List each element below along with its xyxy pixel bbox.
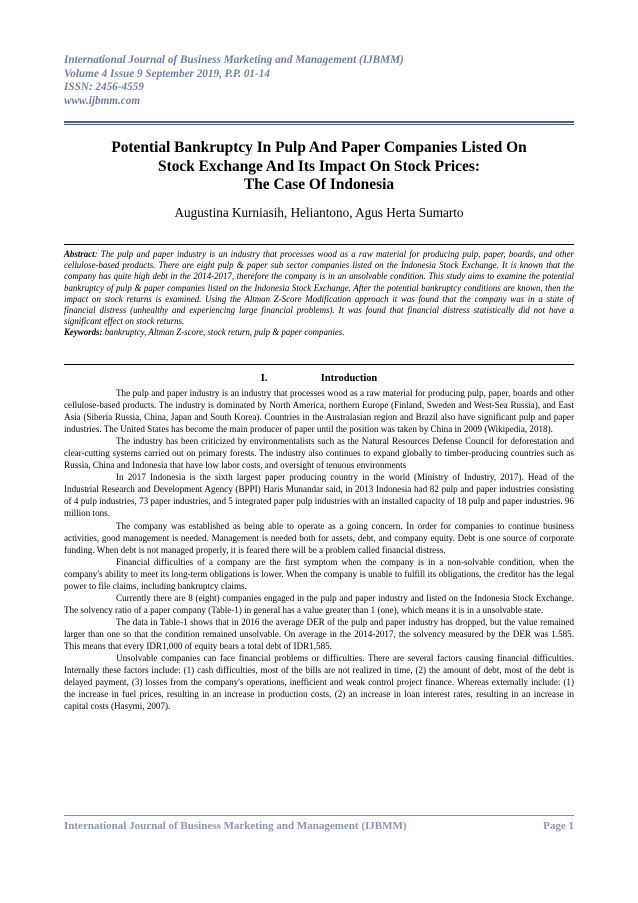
body-text — [64, 387, 574, 712]
paragraph: Unsolvable companies can face financial problems or difficulties. There are several factors causing financial difficulties. Internally these factors include: (1) cash difficulties, most of the bills are not realized in time, (2) the amount of debt, most of the debt is delayed payment, (3) losses from the company's operations, inefficient and weak control project finance. Whereas externally include: (1) the increase in fuel prices, resulting in an increase in production costs, (2) an increase in loan interest rates, resulting in an increase in capital costs (Hasymi, 2007). — [64, 653, 574, 712]
title-line-3: The Case Of Indonesia — [243, 176, 395, 193]
paragraph: The pulp and paper industry is an industry that processes wood as a raw material for producing pulp, paper, boards and other cellulose-based products. The industry is dominated by North America, northern Europe (Finland, Sweden and West-Sea Russia), and East Asia (Siberia Russia, China, Japan and South Korea). Countries in the Australasian region and Brazil also have significant pulp and paper industries. The United States has become the main producer of paper until the position was taken by China in 2009 (Wikipedia, 2018). — [64, 388, 574, 435]
section-heading — [64, 373, 574, 384]
paragraph: Financial difficulties of a company are the first symptom when the company is in a non-solvable condition, when the company's ability to meet its long-term obligations is lower. When the company is unable to fulfill its obligations, the creditor has the legal power to file claims, including bankruptcy claims. — [64, 556, 574, 591]
section-number: I. — [260, 373, 268, 384]
abstract — [64, 249, 574, 339]
abstract-text: : The pulp and paper industry is an industry that processes wood as a raw material for producing pulp, paper, boards, and other cellulose-based products. There are eight pulp & paper sub sector companies listed on the Indonesia Stock Exchange. It is known that the company has quite high debt in the 2014-2017, therefore the company is in an unsolvable condition. This study aims to examine the potential bankruptcy of pulp & paper companies listed on the Indonesia Stock Exchange. After the potential bankruptcy conditions are known, then the impact on stock returns is examined. Using the Altman Z-Score Modification approach it was found that the company was in a state of financial distress (unhealthy and experiencing large financial problems). It was found that financial distress statistically did not have a significant effect on stock returns. — [64, 249, 574, 327]
journal-issn: ISSN: 2456-4559 — [64, 81, 144, 94]
paragraph: The data in Table-1 shows that in 2016 the average DER of the pulp and paper industry has dropped, but the value remained larger than one so that the condition remained unsolvable. On average in the 2014-2017, the solvency measured by the DER was 1.585. This means that every IDR1,000 of equity bears a total debt of IDR1,585. — [64, 616, 574, 651]
abstract-rule-bottom — [64, 364, 574, 365]
abstract-rule-top — [64, 244, 574, 245]
header-rule — [64, 121, 574, 123]
journal-name: International Journal of Business Marketing and Management (IJBMM) — [64, 54, 404, 66]
footer-rule — [64, 815, 574, 816]
paragraph: Currently there are 8 (eight) companies engaged in the pulp and paper industry and listed on the Indonesia Stock Exchange. The solvency ratio of a paper company (Table-1) in general has a value greater than 1 (one), which means it is in a unsolvable state. — [64, 592, 574, 615]
footer-journal: International Journal of Business Marketing and Management (IJBMM) — [64, 820, 407, 832]
keywords-text: bankruptcy, Altman Z-score, stock return, pulp & paper companies. — [102, 327, 345, 338]
section-title: Introduction — [320, 373, 378, 384]
authors: Augustina Kurniasih, Heliantono, Agus Herta Sumarto — [174, 205, 464, 220]
keywords-label: Keywords: — [64, 327, 103, 338]
header-rule-thin — [64, 124, 574, 125]
paper-title — [64, 139, 574, 195]
journal-volume: Volume 4 Issue 9 September 2019, P.P. 01-14 — [64, 67, 270, 80]
page-number: Page 1 — [543, 820, 574, 832]
paragraph: The industry has been criticized by environmentalists such as the Natural Resources Defense Council for deforestation and clear-cutting systems carried out on primary forests. The industry also continues to expand globally to timber-producing countries such as Russia, China and Indonesia that have low labor costs, and oversight of tenuous environments — [64, 436, 574, 471]
title-line-1: Potential Bankruptcy In Pulp And Paper Companies Listed On — [111, 139, 527, 156]
paragraph: In 2017 Indonesia is the sixth largest paper producing country in the world (Ministry of Industry, 2017). Head of the Industrial Research and Development Agency (BPPI) Haris Munandar said, in 2013 Indonesia had 82 pulp and paper industries consisting of 4 pulp industries, 73 paper industries, and 5 integrated paper pulp industries with an installed capacity of 18 pulp and paper industries. 96 million tons. — [64, 472, 574, 519]
journal-header — [64, 54, 574, 108]
title-line-2: Stock Exchange And Its Impact On Stock Prices: — [158, 157, 480, 175]
abstract-label: Abstract — [64, 249, 95, 259]
paragraph: The company was established as being able to operate as a going concern. In order for companies to continue business activities, good management is needed. Management is needed both for assets, debt, and company equity. Debt is one source of corporate funding. When debt is not managed properly, it is feared there will be a problem called financial distress. — [64, 520, 574, 555]
journal-website: www.ijbmm.com — [64, 94, 141, 107]
